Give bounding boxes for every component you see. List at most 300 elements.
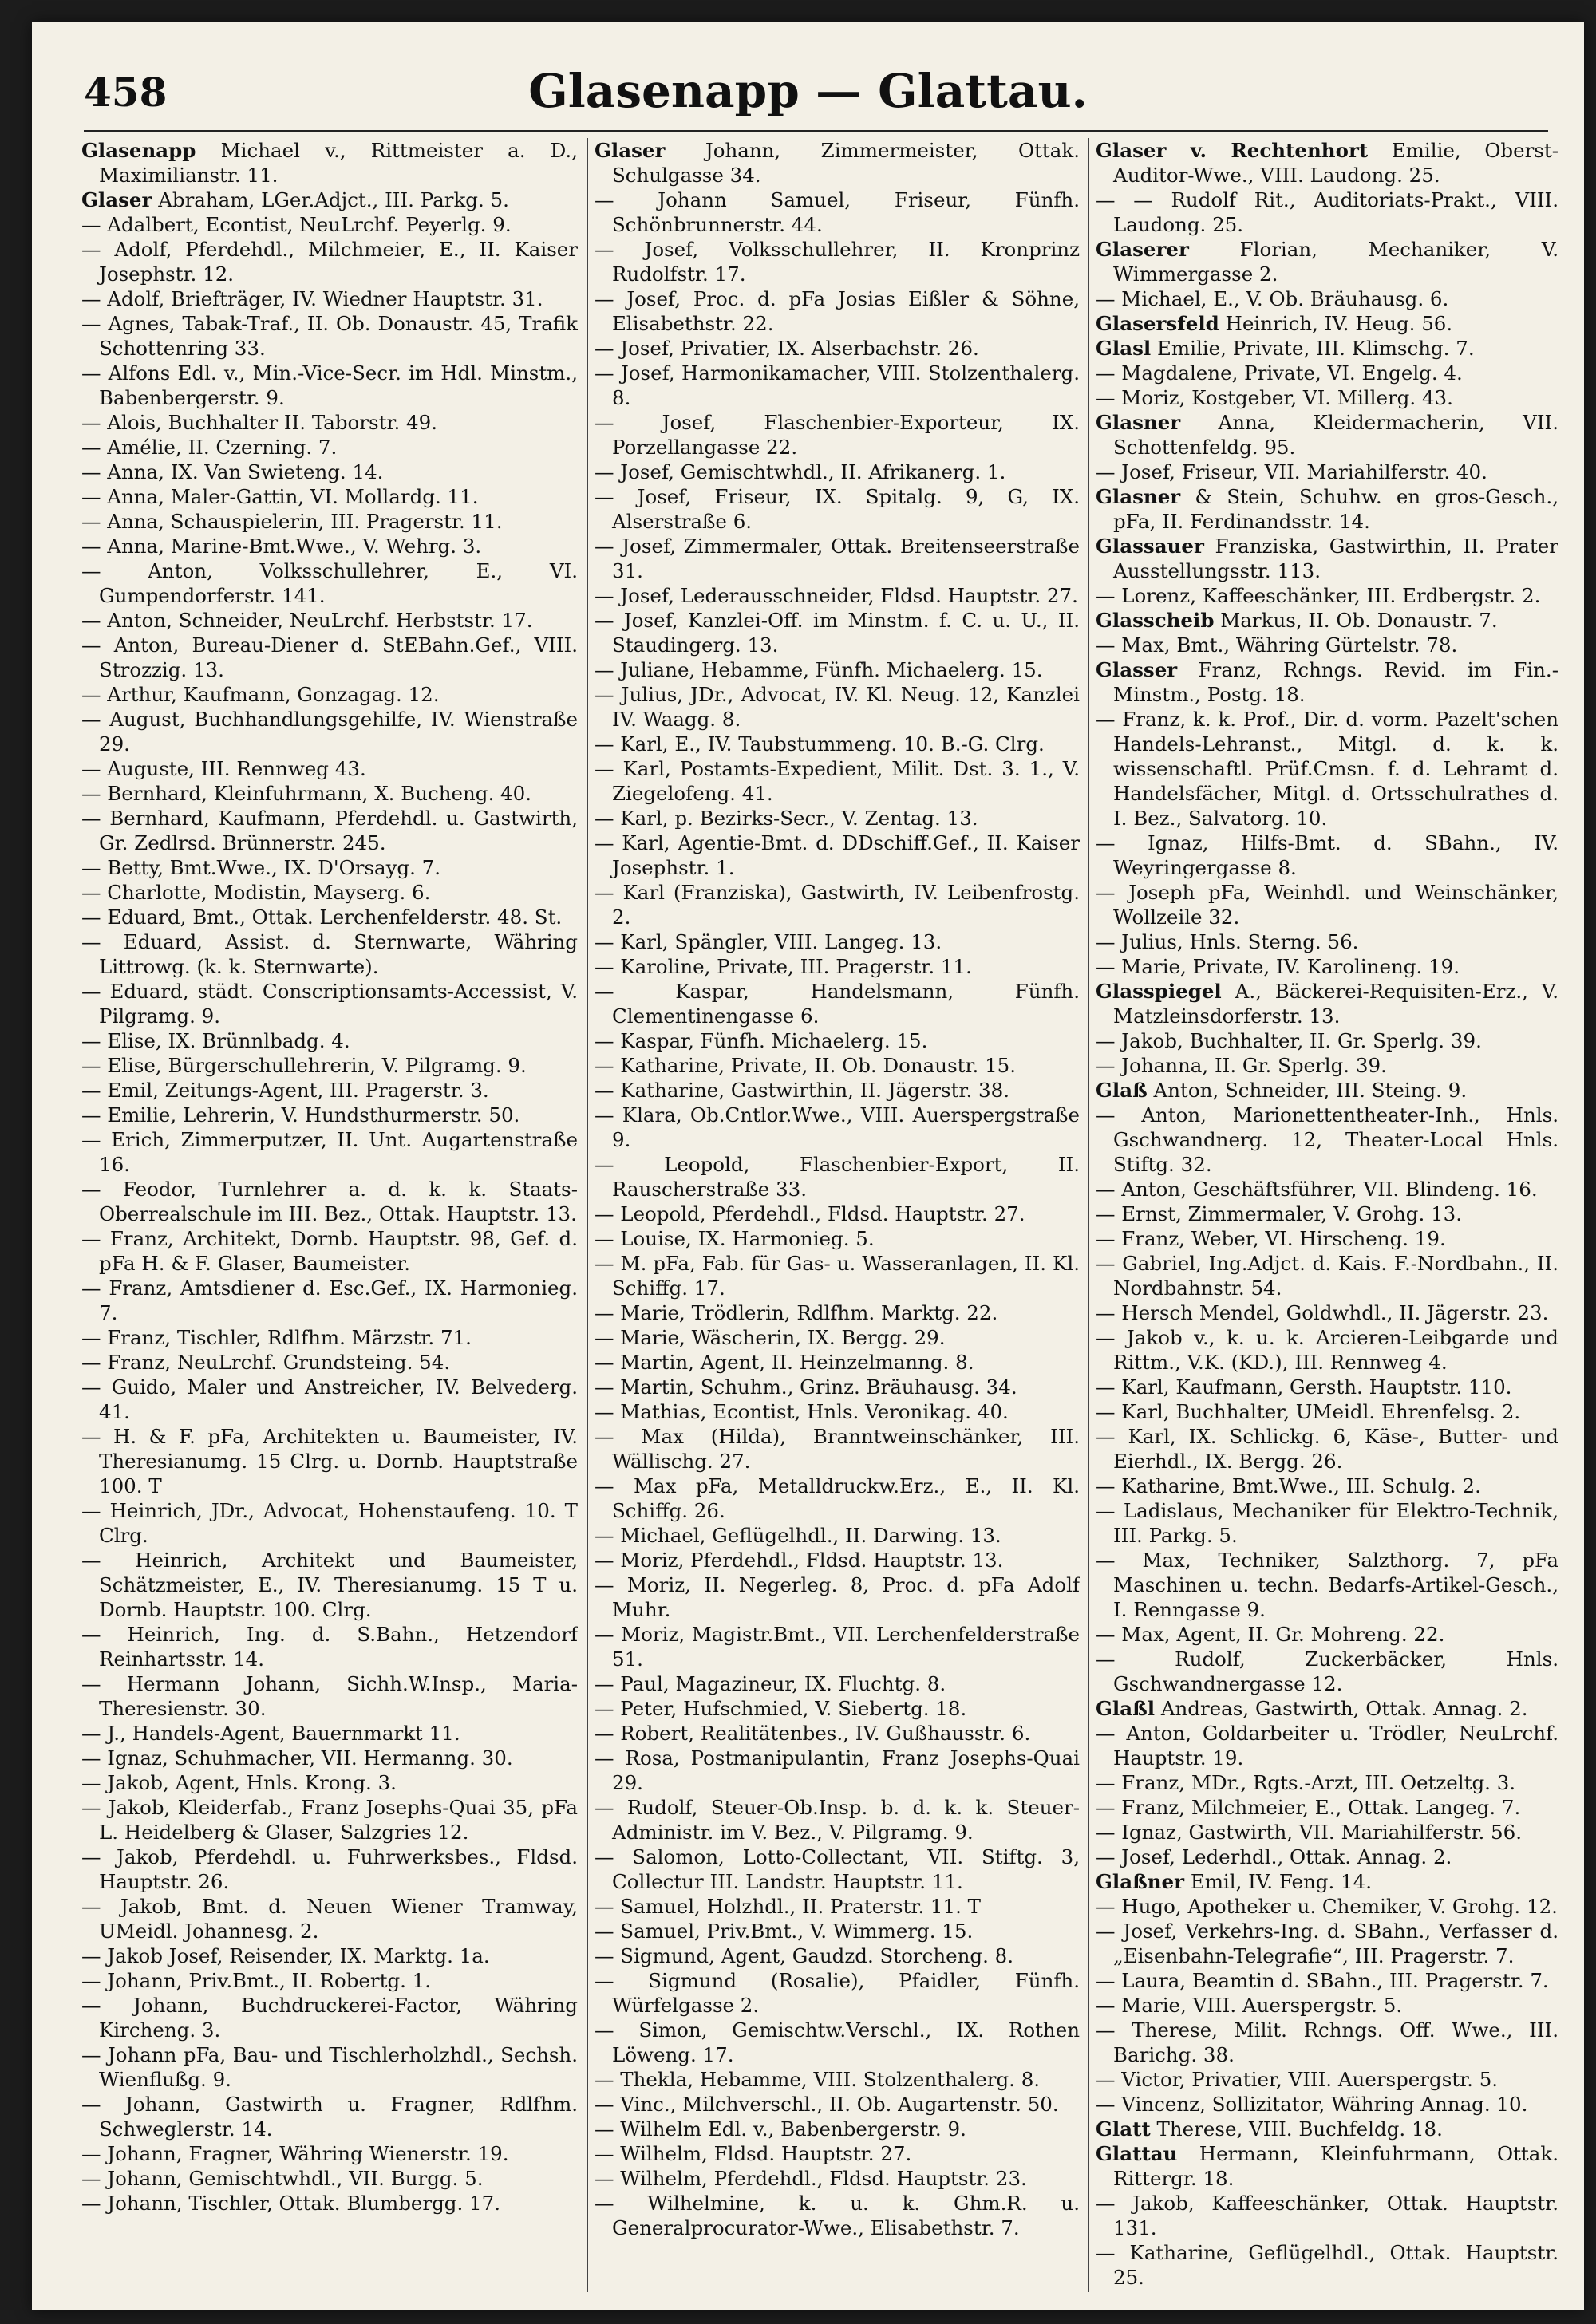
entry-text: — Leopold, Pferdehdl., Fldsd. Hauptstr. 27. <box>595 1202 1025 1225</box>
directory-entry <box>595 2018 1080 2067</box>
directory-entry <box>595 2166 1080 2191</box>
directory-entry <box>81 1325 578 1350</box>
entry-text: — Josef, Friseur, VII. Mariahilferstr. 40. <box>1096 460 1487 483</box>
directory-entry <box>81 2092 578 2141</box>
entry-text: — Hersch Mendel, Goldwhdl., II. Jägerstr. 23. <box>1096 1301 1549 1324</box>
directory-entry <box>1096 2141 1558 2191</box>
directory-entry <box>595 237 1080 286</box>
entry-text: — Peter, Hufschmied, V. Siebertg. 18. <box>595 1697 967 1720</box>
directory-entry <box>81 608 578 633</box>
directory-entry <box>595 1696 1080 1721</box>
directory-entry <box>81 1795 578 1845</box>
directory-entry <box>81 1028 578 1053</box>
directory-entry <box>1096 1424 1558 1474</box>
directory-entry <box>81 905 578 929</box>
entry-text: — Wilhelm Edl. v., Babenbergerstr. 9. <box>595 2117 966 2141</box>
entry-text: — Vinc., Milchverschl., II. Ob. Augartenstr. 50. <box>595 2093 1059 2116</box>
surname-heading: Glaser <box>595 139 666 162</box>
directory-entry <box>81 1622 578 1671</box>
entry-text: — Josef, Kanzlei-Off. im Minstm. f. C. u. U., II. Staudingerg. 13. <box>595 609 1080 657</box>
entry-text: — Sigmund, Agent, Gaudzd. Storcheng. 8. <box>595 1944 1014 1967</box>
entry-text: — Samuel, Holzhdl., II. Praterstr. 11. T <box>595 1895 982 1918</box>
entry-text: — Johann, Priv.Bmt., II. Robertg. 1. <box>81 1969 432 1992</box>
entry-text: — Eduard, Assist. d. Sternwarte, Währing Littrowg. (k. k. Sternwarte). <box>81 930 578 978</box>
directory-entry <box>1096 2191 1558 2240</box>
directory-entry <box>1096 657 1558 707</box>
entry-text: — August, Buchhandlungsgehilfe, IV. Wienstraße 29. <box>81 708 578 756</box>
entry-text: — Franz, MDr., Rgts.-Arzt, III. Oetzeltg. 3. <box>1096 1771 1516 1794</box>
directory-entry <box>595 1943 1080 1968</box>
directory-entry <box>81 1548 578 1622</box>
entry-text: — Emil, Zeitungs-Agent, III. Pragerstr. 3. <box>81 1079 489 1102</box>
directory-entry <box>595 1671 1080 1696</box>
entry-text: — Josef, Privatier, IX. Alserbachstr. 26. <box>595 337 979 360</box>
entry-text: Johann, Zimmermeister, Ottak. Schulgasse 34. <box>612 139 1080 187</box>
entry-text: — Elise, IX. Brünnlbadg. 4. <box>81 1029 350 1052</box>
directory-entry <box>595 138 1080 187</box>
entry-text: — Adolf, Pferdehdl., Milchmeier, E., II. Kaiser Josephstr. 12. <box>81 238 578 286</box>
directory-entry <box>1096 1325 1558 1375</box>
entry-text: — Eduard, Bmt., Ottak. Lerchenfelderstr. 48. St. <box>81 906 563 929</box>
directory-entry <box>595 1375 1080 1399</box>
directory-entry <box>1096 460 1558 484</box>
directory-entry <box>595 2141 1080 2166</box>
entry-text: — Josef, Flaschenbier-Exporteur, IX. Porzellangasse 22. <box>595 411 1080 459</box>
entry-text: Franz, Rchngs. Revid. im Fin.-Minstm., Postg. 18. <box>1113 658 1558 706</box>
entry-text: A., Bäckerei-Requisiten-Erz., V. Matzleinsdorferstr. 13. <box>1113 980 1558 1028</box>
directory-entry <box>81 855 578 880</box>
directory-entry <box>81 1177 578 1226</box>
directory-entry <box>81 460 578 484</box>
directory-entry <box>595 534 1080 583</box>
entry-text: — Thekla, Hebamme, VIII. Stolzenthalerg. 8. <box>595 2068 1041 2091</box>
directory-entry <box>1096 583 1558 608</box>
entry-text: — Max, Bmt., Währing Gürtelstr. 78. <box>1096 633 1458 657</box>
directory-entry <box>1096 311 1558 336</box>
directory-entry <box>1096 1968 1558 1993</box>
entry-text: — Wilhelm, Fldsd. Hauptstr. 27. <box>595 2142 912 2165</box>
directory-entry <box>1096 484 1558 534</box>
entry-text: Emil, IV. Feng. 14. <box>1184 1870 1373 1893</box>
directory-entry <box>81 361 578 410</box>
directory-entry <box>1096 1622 1558 1647</box>
surname-heading: Glasenapp <box>81 139 196 162</box>
directory-entry <box>81 682 578 707</box>
running-head: Glasenapp — Glattau. <box>528 64 1088 118</box>
entry-text: — Anna, Marine-Bmt.Wwe., V. Wehrg. 3. <box>81 535 482 558</box>
surname-heading: Glatt <box>1096 2117 1151 2141</box>
entry-text: — Johann, Gastwirth u. Fragner, Rdlfhm. Schweglerstr. 14. <box>81 2093 578 2141</box>
directory-entry <box>595 1226 1080 1251</box>
entry-text: — Jakob, Kleiderfab., Franz Josephs-Quai 35, pFa L. Heidelberg & Glaser, Salzgries 12. <box>81 1796 578 1844</box>
entry-text: Franziska, Gastwirthin, II. Prater Ausstellungsstr. 113. <box>1113 535 1558 582</box>
entry-text: — Katharine, Private, II. Ob. Donaustr. 15. <box>595 1054 1017 1077</box>
directory-entry <box>595 1572 1080 1622</box>
entry-text: Emilie, Oberst-Auditor-Wwe., VIII. Laudong. 25. <box>1113 139 1558 187</box>
directory-entry <box>81 1103 578 1127</box>
directory-entry <box>595 1399 1080 1424</box>
directory-entry <box>81 2042 578 2092</box>
surname-heading: Glaser v. Rechtenhort <box>1096 139 1369 162</box>
directory-entry <box>595 1028 1080 1053</box>
directory-entry <box>81 1350 578 1375</box>
surname-heading: Glasner <box>1096 485 1181 508</box>
entry-text: — Max, Agent, II. Gr. Mohreng. 22. <box>1096 1623 1445 1646</box>
entry-text: — Sigmund (Rosalie), Pfaidler, Fünfh. Würfelgasse 2. <box>595 1969 1080 2017</box>
directory-entry <box>595 1721 1080 1746</box>
entry-text: — Karl (Franziska), Gastwirth, IV. Leibenfrostg. 2. <box>595 881 1080 929</box>
directory-entry <box>595 1968 1080 2018</box>
directory-entry <box>595 1053 1080 1078</box>
entry-text: — Franz, Weber, VI. Hirscheng. 19. <box>1096 1227 1446 1250</box>
entry-text: — J., Handels-Agent, Bauernmarkt 11. <box>81 1722 460 1745</box>
entry-text: — Rosa, Postmanipulantin, Franz Josephs-Quai 29. <box>595 1746 1080 1794</box>
directory-entry <box>1096 880 1558 929</box>
entry-text: — Franz, Amtsdiener d. Esc.Gef., IX. Harmonieg. 7. <box>81 1276 578 1324</box>
directory-entry <box>1096 336 1558 361</box>
entry-text: — Feodor, Turnlehrer a. d. k. k. Staats-Oberrealschule im III. Bez., Ottak. Hauptstr. 13. <box>81 1178 578 1225</box>
entry-text: — Karl, Agentie-Bmt. d. DDschiff.Gef., II. Kaiser Josephstr. 1. <box>595 831 1080 879</box>
entry-text: — Karl, Kaufmann, Gersth. Hauptstr. 110. <box>1096 1375 1512 1399</box>
entry-text: — Ignaz, Schuhmacher, VII. Hermanng. 30. <box>81 1746 513 1770</box>
entry-text: — Michael, Geflügelhdl., II. Darwing. 13. <box>595 1524 1001 1547</box>
directory-entry <box>1096 1721 1558 1770</box>
directory-entry <box>1096 1770 1558 1795</box>
directory-entry <box>595 286 1080 336</box>
entry-text: — Anton, Geschäftsführer, VII. Blindeng. 16. <box>1096 1178 1538 1201</box>
entry-text: — Marie, VIII. Auerspergstr. 5. <box>1096 1994 1403 2017</box>
entry-text: — Johanna, II. Gr. Sperlg. 39. <box>1096 1054 1387 1077</box>
entry-text: — Johann Samuel, Friseur, Fünfh. Schönbrunnerstr. 44. <box>595 188 1080 236</box>
entry-text: — Franz, k. k. Prof., Dir. d. vorm. Pazelt'schen Handels-Lehranst., Mitgl. d. k. k. wissenschaftl. Prüf.Cmsn. f. d. Lehramt d. Handelsfächer, Mitgl. d. Ortsschulrathes d. I. Bez., Salvatorg. 10. <box>1096 708 1558 830</box>
entry-text: — Max pFa, Metalldruckw.Erz., E., II. Kl. Schiffg. 26. <box>595 1474 1080 1522</box>
entry-text: — Juliane, Hebamme, Fünfh. Michaelerg. 15. <box>595 658 1043 681</box>
directory-entry <box>1096 2018 1558 2067</box>
entry-text: — Julius, Hnls. Sterng. 56. <box>1096 930 1359 953</box>
entry-text: — Alfons Edl. v., Min.-Vice-Secr. im Hdl. Minstm., Babenbergerstr. 9. <box>81 361 578 409</box>
surname-heading: Glaserer <box>1096 238 1189 261</box>
entry-text: — Hugo, Apotheker u. Chemiker, V. Grohg. 12. <box>1096 1895 1558 1918</box>
directory-entry <box>1096 534 1558 583</box>
directory-entry <box>1096 2117 1558 2141</box>
directory-entry <box>81 484 578 509</box>
surname-heading: Glattau <box>1096 2142 1178 2165</box>
entry-text: — Karl, Postamts-Expedient, Milit. Dst. 3. 1., V. Ziegelofeng. 41. <box>595 757 1080 805</box>
entry-text: — Anton, Marionettentheater-Inh., Hnls. Gschwandnerg. 12, Theater-Local Hnls. Stiftg. 32. <box>1096 1103 1558 1176</box>
directory-entry <box>595 682 1080 732</box>
directory-entry <box>1096 1845 1558 1869</box>
entry-text: Hermann, Kleinfuhrmann, Ottak. Rittergr. 18. <box>1113 2142 1558 2190</box>
directory-entry <box>1096 1103 1558 1177</box>
entry-text: — Anna, Schauspielerin, III. Pragerstr. 11. <box>81 510 503 533</box>
directory-entry <box>81 1894 578 1943</box>
directory-entry <box>81 1993 578 2042</box>
entry-text: — Elise, Bürgerschullehrerin, V. Pilgramg. 9. <box>81 1054 527 1077</box>
entry-text: — Johann, Tischler, Ottak. Blumbergg. 17. <box>81 2192 501 2215</box>
directory-entry <box>1096 1919 1558 1968</box>
surname-heading: Glassauer <box>1096 535 1204 558</box>
entry-text: — Josef, Proc. d. pFa Josias Eißler & Söhne, Elisabethstr. 22. <box>595 287 1080 335</box>
entry-text: Markus, II. Ob. Donaustr. 7. <box>1214 609 1498 632</box>
directory-entry <box>81 929 578 979</box>
entry-text: — Anton, Goldarbeiter u. Trödler, NeuLrchf. Hauptstr. 19. <box>1096 1722 1558 1770</box>
entry-text: — Ladislaus, Mechaniker für Elektro-Technik, III. Parkg. 5. <box>1096 1499 1558 1547</box>
directory-entry <box>81 806 578 855</box>
directory-entry <box>595 608 1080 657</box>
directory-entry <box>1096 2240 1558 2290</box>
directory-entry <box>81 781 578 806</box>
directory-entry <box>1096 410 1558 460</box>
entry-text: — Jakob, Kaffeeschänker, Ottak. Hauptstr. 131. <box>1096 2192 1558 2239</box>
directory-entry <box>81 435 578 460</box>
directory-entry <box>81 138 578 187</box>
column-2 <box>595 138 1080 2292</box>
directory-entry <box>595 410 1080 460</box>
directory-entry <box>595 1424 1080 1474</box>
directory-entry <box>1096 1993 1558 2018</box>
entry-text: — Rudolf, Zuckerbäcker, Hnls. Gschwandnergasse 12. <box>1096 1647 1558 1695</box>
entry-text: — Wilhelm, Pferdehdl., Fldsd. Hauptstr. 23. <box>595 2167 1027 2190</box>
entry-text: — Ignaz, Gastwirth, VII. Mariahilferstr. 56. <box>1096 1821 1523 1844</box>
entry-text: — Heinrich, JDr., Advocat, Hohenstaufeng. 10. T Clrg. <box>81 1499 578 1547</box>
directory-entry <box>1096 2092 1558 2117</box>
entry-text: — Agnes, Tabak-Traf., II. Ob. Donaustr. 45, Trafik Schottenring 33. <box>81 312 578 360</box>
directory-entry <box>595 2191 1080 2240</box>
entry-text: — Moriz, Magistr.Bmt., VII. Lerchenfelderstraße 51. <box>595 1623 1080 1671</box>
directory-entry <box>595 1078 1080 1103</box>
directory-entry <box>595 1795 1080 1845</box>
entry-text: — Moriz, Kostgeber, VI. Millerg. 43. <box>1096 386 1453 409</box>
directory-entry <box>1096 1053 1558 1078</box>
entry-text: — Simon, Gemischtw.Verschl., IX. Rothen Löweng. 17. <box>595 2018 1080 2066</box>
directory-entry <box>81 1375 578 1424</box>
directory-entry <box>1096 1078 1558 1103</box>
entry-text: — Karl, E., IV. Taubstummeng. 10. B.-G. Clrg. <box>595 732 1045 756</box>
directory-entry <box>1096 1399 1558 1424</box>
entry-text: — Emilie, Lehrerin, V. Hundsthurmerstr. 50. <box>81 1103 520 1126</box>
directory-entry <box>81 2191 578 2215</box>
directory-entry <box>595 657 1080 682</box>
entry-text: — Anton, Volksschullehrer, E., VI. Gumpendorferstr. 141. <box>81 559 578 607</box>
surname-heading: Glasser <box>1096 658 1178 681</box>
entry-text: — Johann, Fragner, Währing Wienerstr. 19. <box>81 2142 509 2165</box>
directory-entry <box>1096 1498 1558 1548</box>
directory-entry <box>1096 1647 1558 1696</box>
directory-entry <box>81 1671 578 1721</box>
directory-entry <box>1096 1251 1558 1300</box>
entry-text: — Kaspar, Fünfh. Michaelerg. 15. <box>595 1029 928 1052</box>
entry-text: — Rudolf, Steuer-Ob.Insp. b. d. k. k. Steuer-Administr. im V. Bez., V. Pilgramg. 9. <box>595 1796 1080 1844</box>
directory-entry <box>1096 237 1558 286</box>
entry-text: Abraham, LGer.Adjct., III. Parkg. 5. <box>152 188 509 211</box>
directory-page <box>32 22 1584 2310</box>
entry-text: — Marie, Wäscherin, IX. Bergg. 29. <box>595 1326 946 1349</box>
entry-text: — Marie, Trödlerin, Rdlfhm. Marktg. 22. <box>595 1301 998 1324</box>
directory-entry <box>1096 954 1558 979</box>
entry-text: — Auguste, III. Rennweg 43. <box>81 757 366 780</box>
directory-entry <box>81 509 578 534</box>
directory-entry <box>81 1053 578 1078</box>
directory-entry <box>1096 1375 1558 1399</box>
entry-text: Therese, VIII. Buchfeldg. 18. <box>1150 2117 1443 2141</box>
directory-entry <box>81 707 578 756</box>
entry-text: — Jakob Josef, Reisender, IX. Marktg. 1a. <box>81 1944 490 1967</box>
directory-entry <box>595 361 1080 410</box>
directory-entry <box>595 880 1080 929</box>
directory-entry <box>81 212 578 237</box>
entry-text: Anna, Kleidermacherin, VII. Schottenfeldg. 95. <box>1113 411 1558 459</box>
directory-entry <box>595 187 1080 237</box>
entry-text: Florian, Mechaniker, V. Wimmergasse 2. <box>1113 238 1558 286</box>
entry-text: Michael v., Rittmeister a. D., Maximilianstr. 11. <box>99 139 578 187</box>
directory-entry <box>595 806 1080 831</box>
entry-text: — Wilhelmine, k. u. k. Ghm.R. u. Generalprocurator-Wwe., Elisabethstr. 7. <box>595 2192 1080 2239</box>
entry-text: — Josef, Harmonikamacher, VIII. Stolzenthalerg. 8. <box>595 361 1080 409</box>
directory-entry <box>595 1845 1080 1894</box>
entry-text: — Moriz, II. Negerleg. 8, Proc. d. pFa Adolf Muhr. <box>595 1573 1080 1621</box>
entry-text: — Samuel, Priv.Bmt., V. Wimmerg. 15. <box>595 1920 974 1943</box>
entry-text: — Hermann Johann, Sichh.W.Insp., Maria-Theresienstr. 30. <box>81 1672 578 1720</box>
entry-text: — Joseph pFa, Weinhdl. und Weinschänker, Wollzeile 32. <box>1096 881 1558 929</box>
entry-text: — Franz, NeuLrchf. Grundsteing. 54. <box>81 1351 451 1374</box>
entry-text: — Jakob, Buchhalter, II. Gr. Sperlg. 39. <box>1096 1029 1482 1052</box>
directory-entry <box>1096 1201 1558 1226</box>
header-rule <box>84 130 1548 132</box>
directory-entry <box>595 2092 1080 2117</box>
directory-entry <box>81 1845 578 1894</box>
directory-entry <box>595 1350 1080 1375</box>
entry-text: — Karl, IX. Schlickg. 6, Käse-, Butter- und Eierhdl., IX. Bergg. 26. <box>1096 1425 1558 1473</box>
surname-heading: Glasscheib <box>1096 609 1215 632</box>
entry-text: — Jakob, Pferdehdl. u. Fuhrwerksbes., Fldsd. Hauptstr. 26. <box>81 1845 578 1893</box>
directory-entry <box>1096 1177 1558 1201</box>
entry-text: — Heinrich, Architekt und Baumeister, Schätzmeister, E., IV. Theresianumg. 15 T u. Dornb. Hauptstr. 100. Clrg. <box>81 1549 578 1621</box>
directory-entry <box>81 1078 578 1103</box>
directory-entry <box>595 954 1080 979</box>
entry-text: — Arthur, Kaufmann, Gonzagag. 12. <box>81 683 440 706</box>
entry-text: — Martin, Schuhm., Grinz. Bräuhausg. 34. <box>595 1375 1017 1399</box>
entry-text: — Johann, Buchdruckerei-Factor, Währing Kircheng. 3. <box>81 1994 578 2042</box>
entry-text: — Franz, Architekt, Dornb. Hauptstr. 98, Gef. d. pFa H. & F. Glaser, Baumeister. <box>81 1227 578 1275</box>
directory-entry <box>81 1968 578 1993</box>
entry-text: — Josef, Zimmermaler, Ottak. Breitenseerstraße 31. <box>595 535 1080 582</box>
entry-text: Heinrich, IV. Heug. 56. <box>1219 312 1453 335</box>
directory-entry <box>81 1424 578 1498</box>
entry-text: — — Rudolf Rit., Auditoriats-Prakt., VIII. Laudong. 25. <box>1096 188 1558 236</box>
directory-entry <box>81 410 578 435</box>
entry-text: — Johann pFa, Bau- und Tischlerholzhdl., Sechsh. Wienflußg. 9. <box>81 2043 578 2091</box>
directory-entry <box>595 583 1080 608</box>
entry-text: — Josef, Friseur, IX. Spitalg. 9, G, IX. Alserstraße 6. <box>595 485 1080 533</box>
directory-entry <box>595 1103 1080 1152</box>
directory-entry <box>1096 1474 1558 1498</box>
entry-text: — Katharine, Geflügelhdl., Ottak. Hauptstr. 25. <box>1096 2241 1558 2289</box>
directory-entry <box>81 237 578 286</box>
directory-entry <box>81 187 578 212</box>
entry-text: — Ernst, Zimmermaler, V. Grohg. 13. <box>1096 1202 1462 1225</box>
directory-entry <box>595 1523 1080 1548</box>
directory-entry <box>595 1251 1080 1300</box>
directory-entry <box>595 1152 1080 1201</box>
entry-text: Andreas, Gastwirth, Ottak. Annag. 2. <box>1155 1697 1528 1720</box>
directory-entry <box>1096 707 1558 831</box>
column-divider <box>587 138 588 2292</box>
entry-text: — Eduard, städt. Conscriptionsamts-Accessist, V. Pilgramg. 9. <box>81 980 578 1028</box>
entry-text: — Mathias, Econtist, Hnls. Veronikag. 40. <box>595 1400 1009 1423</box>
entry-text: — Josef, Gemischtwhdl., II. Afrikanerg. 1. <box>595 460 1006 483</box>
surname-heading: Glaßl <box>1096 1697 1156 1720</box>
page-number: 458 <box>84 69 168 116</box>
entry-text: — Josef, Lederhdl., Ottak. Annag. 2. <box>1096 1845 1452 1868</box>
directory-entry <box>595 1474 1080 1523</box>
directory-entry <box>81 1721 578 1746</box>
entry-text: — Vincenz, Sollizitator, Währing Annag. 10. <box>1096 2093 1528 2116</box>
directory-entry <box>595 336 1080 361</box>
directory-entry <box>1096 1226 1558 1251</box>
entry-text: — Karl, Spängler, VIII. Langeg. 13. <box>595 930 942 953</box>
entry-text: — Johann, Gemischtwhdl., VII. Burgg. 5. <box>81 2167 484 2190</box>
entry-text: — Bernhard, Kaufmann, Pferdehdl. u. Gastwirth, Gr. Zedlrsd. Brünnerstr. 245. <box>81 807 578 854</box>
directory-entry <box>595 1746 1080 1795</box>
directory-entry <box>81 1127 578 1177</box>
surname-heading: Glasersfeld <box>1096 312 1219 335</box>
entry-text: — Karl, Buchhalter, UMeidl. Ehrenfelsg. 2. <box>1096 1400 1521 1423</box>
entry-text: Anton, Schneider, III. Steing. 9. <box>1147 1079 1468 1102</box>
surname-heading: Glasl <box>1096 337 1152 360</box>
directory-entry <box>595 1622 1080 1671</box>
directory-entry <box>81 2141 578 2166</box>
surname-heading: Glaßner <box>1096 1870 1185 1893</box>
directory-entry <box>1096 1795 1558 1820</box>
directory-entry <box>1096 138 1558 187</box>
entry-text: — Katharine, Bmt.Wwe., III. Schulg. 2. <box>1096 1474 1481 1497</box>
entry-text: — Josef, Lederausschneider, Fldsd. Hauptstr. 27. <box>595 584 1078 607</box>
entry-text: — Ignaz, Hilfs-Bmt. d. SBahn., IV. Weyringergasse 8. <box>1096 831 1558 879</box>
directory-entry <box>595 1201 1080 1226</box>
directory-entry <box>81 311 578 361</box>
entry-text: — Jakob v., k. u. k. Arcieren-Leibgarde und Rittm., V.K. (KD.), III. Rennweg 4. <box>1096 1326 1558 1374</box>
entry-text: — Anton, Bureau-Diener d. StEBahn.Gef., VIII. Strozzig. 13. <box>81 633 578 681</box>
entry-text: — Karl, p. Bezirks-Secr., V. Zentag. 13. <box>595 807 978 830</box>
entry-text: — Max, Techniker, Salzthorg. 7, pFa Maschinen u. techn. Bedarfs-Artikel-Gesch., I. Renngasse 9. <box>1096 1549 1558 1621</box>
directory-entry <box>1096 1028 1558 1053</box>
entry-text: — Julius, JDr., Advocat, IV. Kl. Neug. 12, Kanzlei IV. Waagg. 8. <box>595 683 1080 731</box>
entry-text: — Jakob, Agent, Hnls. Krong. 3. <box>81 1771 397 1794</box>
directory-entry <box>1096 633 1558 657</box>
entry-text: — Josef, Verkehrs-Ing. d. SBahn., Verfasser d. „Eisenbahn-Telegrafie“, III. Pragerstr. 7. <box>1096 1920 1558 1967</box>
directory-entry <box>81 286 578 311</box>
directory-entry <box>595 2117 1080 2141</box>
directory-entry <box>1096 286 1558 311</box>
entry-text: — Josef, Volksschullehrer, II. Kronprinz Rudolfstr. 17. <box>595 238 1080 286</box>
directory-entry <box>1096 1696 1558 1721</box>
entry-text: — Lorenz, Kaffeeschänker, III. Erdbergstr. 2. <box>1096 584 1541 607</box>
directory-entry <box>1096 1548 1558 1622</box>
directory-entry <box>81 1746 578 1770</box>
directory-entry <box>81 880 578 905</box>
directory-entry <box>595 831 1080 880</box>
directory-entry <box>595 484 1080 534</box>
column-1 <box>81 138 578 2292</box>
surname-heading: Glasspiegel <box>1096 980 1222 1003</box>
directory-entry <box>1096 1820 1558 1845</box>
entry-text: & Stein, Schuhw. en gros-Gesch., pFa, II. Ferdinandsstr. 14. <box>1113 485 1558 533</box>
entry-text: Emilie, Private, III. Klimschg. 7. <box>1151 337 1475 360</box>
entry-text: — Robert, Realitätenbes., IV. Gußhausstr. 6. <box>595 1722 1031 1745</box>
directory-entry <box>595 732 1080 756</box>
entry-text: — Anton, Schneider, NeuLrchf. Herbststr. 17. <box>81 609 533 632</box>
entry-text: — Adolf, Briefträger, IV. Wiedner Hauptstr. 31. <box>81 287 543 310</box>
